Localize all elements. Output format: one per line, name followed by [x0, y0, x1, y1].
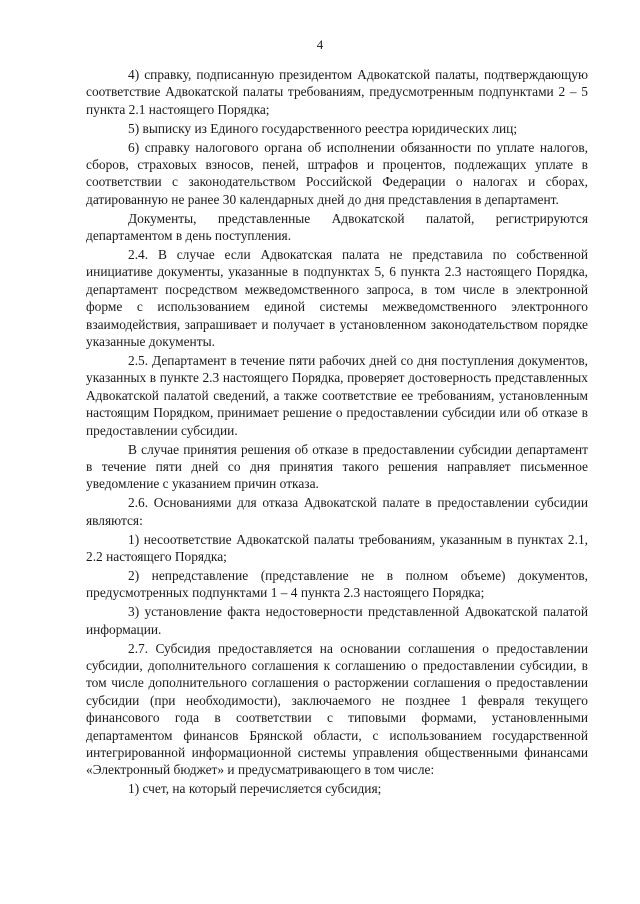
paragraph-refusal-notice: В случае принятия решения об отказе в предоставлении субсидии департамент в течение пяти дней со дня принятия такого решения направляет письменное уведомление с указанием причин отказа. [86, 441, 588, 492]
paragraph-agreement-item-1: 1) счет, на который перечисляется субсидия; [128, 781, 382, 797]
paragraph-refusal-ground-2: 2) непредставление (представление не в полном объеме) документов, предусмотренных подпунктами 1 – 4 пункта 2.3 настоящего Порядка; [86, 567, 588, 601]
paragraph-documents-registration: Документы, представленные Адвокатской палатой, регистрируются департаментом в день поступления. [86, 210, 588, 244]
paragraph-clause-2-7: 2.7. Субсидия предоставляется на основании соглашения о предоставлении субсидии, дополнительного соглашения к соглашению о предоставлении субсидии, в том числе дополнительного соглашения о расторжении соглашения о предоставлении субсидии (при необходимости), заключаемого не позднее 1 февраля текущего финансового года в соответствии с типовыми формами, установленными департаментом финансов Брянской области, с использованием государственной интегрированной информационной системы управления общественными финансами «Электронный бюджет» и предусматривающего в том числе: [86, 640, 588, 778]
paragraph-clause-2-5: 2.5. Департамент в течение пяти рабочих дней со дня поступления документов, указанных в пункте 2.3 настоящего Порядка, проверяет достоверность представленных Адвокатской палатой сведений, а также соответствие ее требованиям, установленным настоящим Порядком, принимает решение о предоставлении субсидии или об отказе в предоставлении субсидии. [86, 353, 588, 438]
document-body [86, 66, 588, 799]
page-number: 4 [316, 37, 324, 52]
paragraph-clause-2-4: 2.4. В случае если Адвокатская палата не представила по собственной инициативе документы, указанные в подпунктах 5, 6 пункта 2.3 настоящего Порядка, департамент посредством межведомственного запроса, в том числе в электронной форме с использованием единой системы межведомственного электронного взаимодействия, запрашивает и получает в установленном законодательством порядке указанные документы. [86, 247, 588, 350]
paragraph-item-6-tax-certificate: 6) справку налогового органа об исполнении обязанности по уплате налогов, сборов, страховых взносов, пеней, штрафов и процентов, подлежащих уплате в соответствии с законодательством Российской Федерации о налогах и сборах, датированную не ранее 30 календарных дней до дня представления в департамент. [86, 139, 588, 207]
paragraph-item-4-certificate: 4) справку, подписанную президентом Адвокатской палаты, подтверждающую соответствие Адвокатской палаты требованиям, предусмотренным подпунктами 2 – 5 пункта 2.1 настоящего Порядка; [86, 67, 588, 117]
paragraph-refusal-ground-1: 1) несоответствие Адвокатской палаты требованиям, указанным в пунктах 2.1, 2.2 настоящего Порядка; [86, 531, 588, 564]
paragraph-item-5-egrul-extract: 5) выписку из Единого государственного реестра юридических лиц; [128, 120, 518, 136]
paragraph-refusal-ground-3: 3) установление факта недостоверности представленной Адвокатской палатой информации. [86, 604, 588, 637]
paragraph-clause-2-6: 2.6. Основаниями для отказа Адвокатской палате в предоставлении субсидии являются: [86, 495, 588, 528]
